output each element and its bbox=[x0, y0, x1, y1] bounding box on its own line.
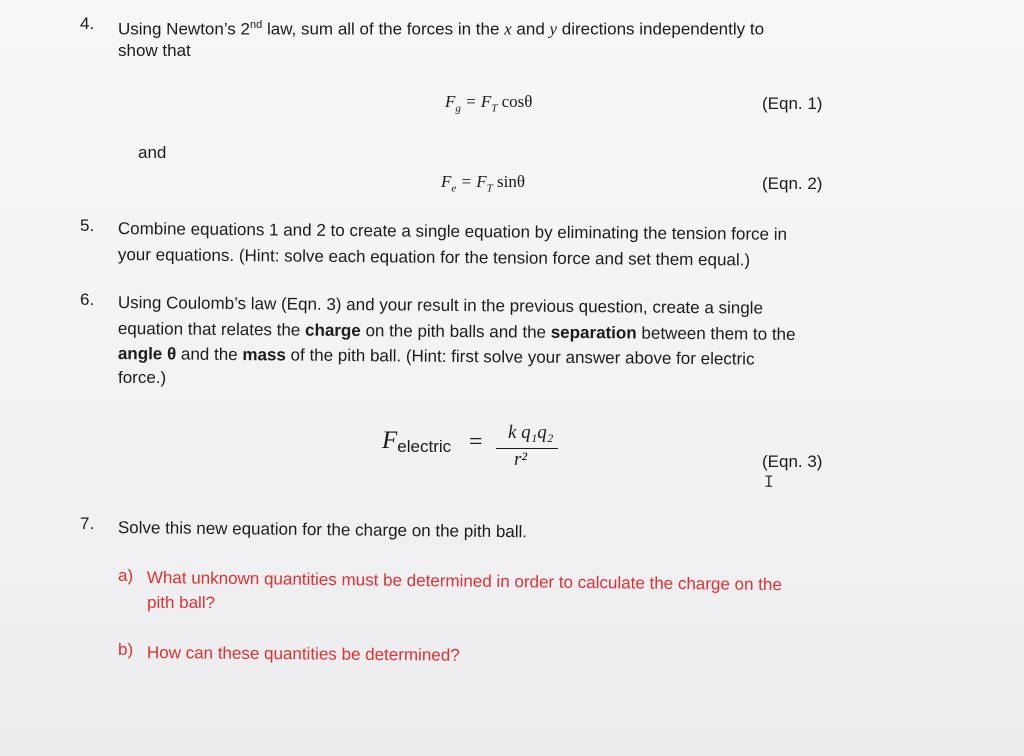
q7a-line2: pith ball? bbox=[147, 593, 216, 612]
q6-number: 6. bbox=[80, 290, 95, 309]
eq3-lhs-f: F bbox=[382, 427, 398, 454]
q6-line2-mid: on the pith balls and the bbox=[360, 321, 551, 342]
eqn-1-label: (Eqn. 1) bbox=[762, 94, 823, 113]
q5-line1: Combine equations 1 and 2 to create a single equation by eliminating the tension force in bbox=[117, 218, 788, 244]
eq1-lhs-sub: g bbox=[455, 102, 461, 115]
eq2-lhs: F bbox=[441, 172, 452, 191]
q7a-label: a) bbox=[118, 566, 134, 585]
q4-line1-y: y bbox=[549, 19, 558, 39]
q7-number: 7. bbox=[80, 514, 95, 533]
q5-number: 5. bbox=[80, 216, 95, 235]
q6-word-mass: mass bbox=[242, 345, 286, 365]
q6-word-separation: separation bbox=[550, 322, 637, 343]
q6-word-angle: angle θ bbox=[117, 343, 177, 364]
q4-line2: show that bbox=[118, 41, 191, 60]
q6-line3 bbox=[118, 342, 755, 371]
eq2-rhs-sub: T bbox=[486, 182, 493, 195]
eq2-lhs-sub: e bbox=[451, 182, 457, 195]
eq3-numerator: k q₁q₂ bbox=[508, 422, 554, 443]
eq1-func: cosθ bbox=[497, 92, 533, 111]
q7b-line1: How can these quantities be determined? bbox=[146, 642, 460, 665]
eq1-rhs: = F bbox=[460, 92, 492, 111]
equation-3-lhs bbox=[382, 427, 451, 455]
eq3-equals: = bbox=[469, 429, 483, 455]
q7-line1: Solve this new equation for the charge on the pith ball. bbox=[117, 517, 528, 542]
q6-line3-post: of the pith ball. (Hint: first solve your answer above for electric bbox=[285, 345, 755, 369]
equation-2 bbox=[441, 172, 525, 194]
q6-line2-pre: equation that relates the bbox=[117, 318, 306, 340]
q7b-label: b) bbox=[118, 640, 134, 659]
q6-line2-post: between them to the bbox=[636, 323, 796, 344]
q6-word-charge: charge bbox=[304, 320, 361, 341]
q6-line1: Using Coulomb’s law (Eqn. 3) and your result in the previous question, create a single bbox=[117, 292, 764, 318]
q4-line1 bbox=[118, 14, 764, 41]
q4-line1-post: directions independently to bbox=[557, 19, 765, 39]
q4-line1-x: x bbox=[504, 19, 512, 39]
q4-line1-and: and bbox=[511, 19, 550, 39]
eq1-lhs: F bbox=[445, 92, 456, 111]
eqn-2-label: (Eqn. 2) bbox=[762, 174, 823, 193]
q6-line3-mid: and the bbox=[176, 344, 243, 365]
eq2-rhs: = F bbox=[456, 172, 487, 191]
eq3-lhs-sub: electric bbox=[397, 437, 452, 456]
eq3-fraction bbox=[494, 422, 560, 472]
q5-line2: your equations. (Hint: solve each equation for the tension force and set them equal.) bbox=[117, 244, 751, 270]
eq1-rhs-sub: T bbox=[491, 102, 498, 115]
q6-line4: force.) bbox=[118, 368, 167, 387]
and-label: and bbox=[138, 143, 167, 162]
q7a-line1: What unknown quantities must be determined in order to calculate the charge on the bbox=[146, 567, 782, 595]
q4-line1-pre: Using Newton’s 2 bbox=[118, 19, 250, 39]
text-cursor-icon: I bbox=[764, 472, 774, 491]
eq3-denominator: r² bbox=[514, 449, 528, 470]
eq2-func: sinθ bbox=[492, 172, 525, 191]
eqn-3-label: (Eqn. 3) bbox=[762, 452, 823, 471]
q4-line1-sup: nd bbox=[249, 19, 263, 31]
q6-line2 bbox=[118, 317, 796, 346]
q4-number: 4. bbox=[80, 14, 95, 33]
q4-line1-mid: law, sum all of the forces in the bbox=[262, 19, 505, 39]
equation-1 bbox=[445, 92, 532, 114]
